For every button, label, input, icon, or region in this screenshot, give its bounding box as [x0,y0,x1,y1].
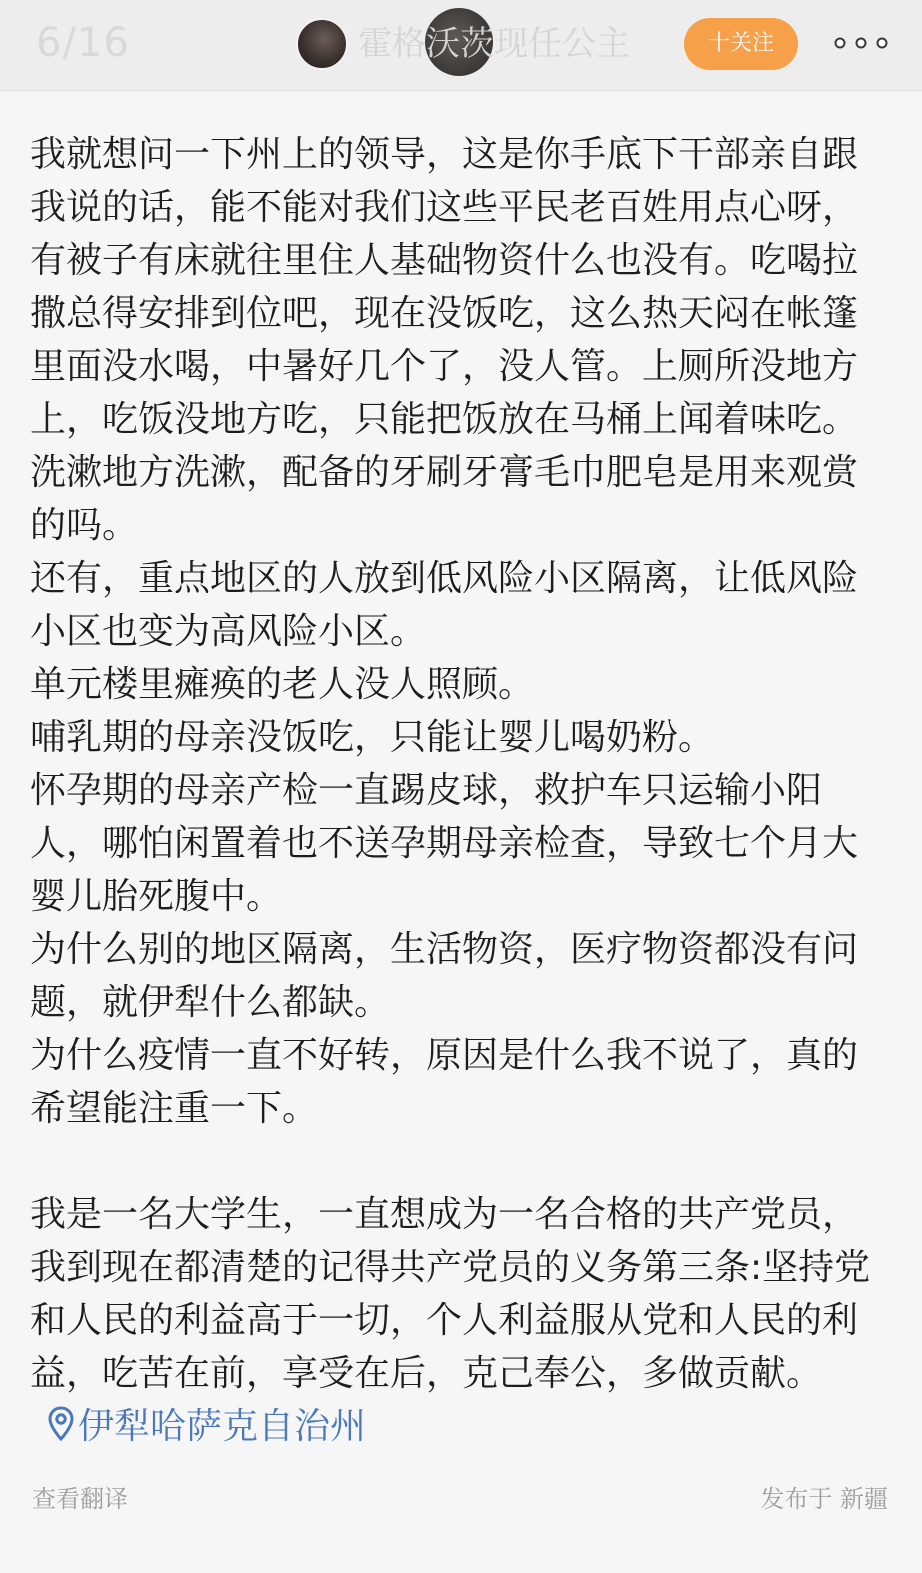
username[interactable]: 霍格沃茨现任公主 [358,24,630,64]
post-paragraph: 还有，重点地区的人放到低风险小区隔离，让低风险小区也变为高风险小区。 [30,558,859,652]
post-paragraph: 为什么疫情一直不好转，原因是什么我不说了，真的希望能注重一下。 [30,1035,859,1129]
image-counter: 6/16 [36,20,130,66]
translate-link[interactable]: 查看翻译 [32,1485,128,1513]
location-pin-icon [48,1406,74,1442]
post-paragraph: 单元楼里瘫痪的老人没人照顾。 [30,664,535,705]
post-paragraph: 为什么别的地区隔离，生活物资，医疗物资都没有问题，就伊犁什么都缺。 [30,929,859,1023]
post-paragraph: 我就想问一下州上的领导，这是你手底下干部亲自跟我说的话，能不能对我们这些平民老百姓用点心呀，有被子有床就往里住人基础物资什么也没有。吃喝拉撒总得安排到位吧，现在没饭吃，这么热天闷在帐篷里面没水喝，中暑好几个了，没人管。上厕所没地方上，吃饭没地方吃，只能把饭放在马桶上闻着味吃。洗漱地方洗漱，配备的牙刷牙膏毛巾肥皂是用来观赏的吗。 [30,134,859,546]
location-label[interactable]: 伊犁哈萨克自治州 [78,1406,367,1447]
user-avatar[interactable] [296,18,348,70]
post-body [30,128,880,1453]
published-location: 发布于 新疆 [760,1485,888,1513]
top-bar [0,0,922,91]
location-link[interactable] [48,1406,366,1447]
more-dots-icon[interactable] [834,32,888,54]
post-paragraph: 怀孕期的母亲产检一直踢皮球，救护车只运输小阳人，哪怕闲置着也不送孕期母亲检查，导致七个月大婴儿胎死腹中。 [30,770,859,917]
post-paragraph-text: 我是一名大学生，一直想成为一名合格的共产党员，我到现在都清楚的记得共产党员的义务第三条:坚持党和人民的利益高于一切，个人利益服从党和人民的利益，吃苦在前，享受在后，克己奉公，多做贡献。 [30,1194,871,1394]
post-paragraph: 哺乳期的母亲没饭吃，只能让婴儿喝奶粉。 [30,717,715,758]
post-paragraph-last [30,1188,880,1453]
follow-button[interactable]: 十关注 [684,18,798,70]
paragraph-gap [30,1135,880,1188]
